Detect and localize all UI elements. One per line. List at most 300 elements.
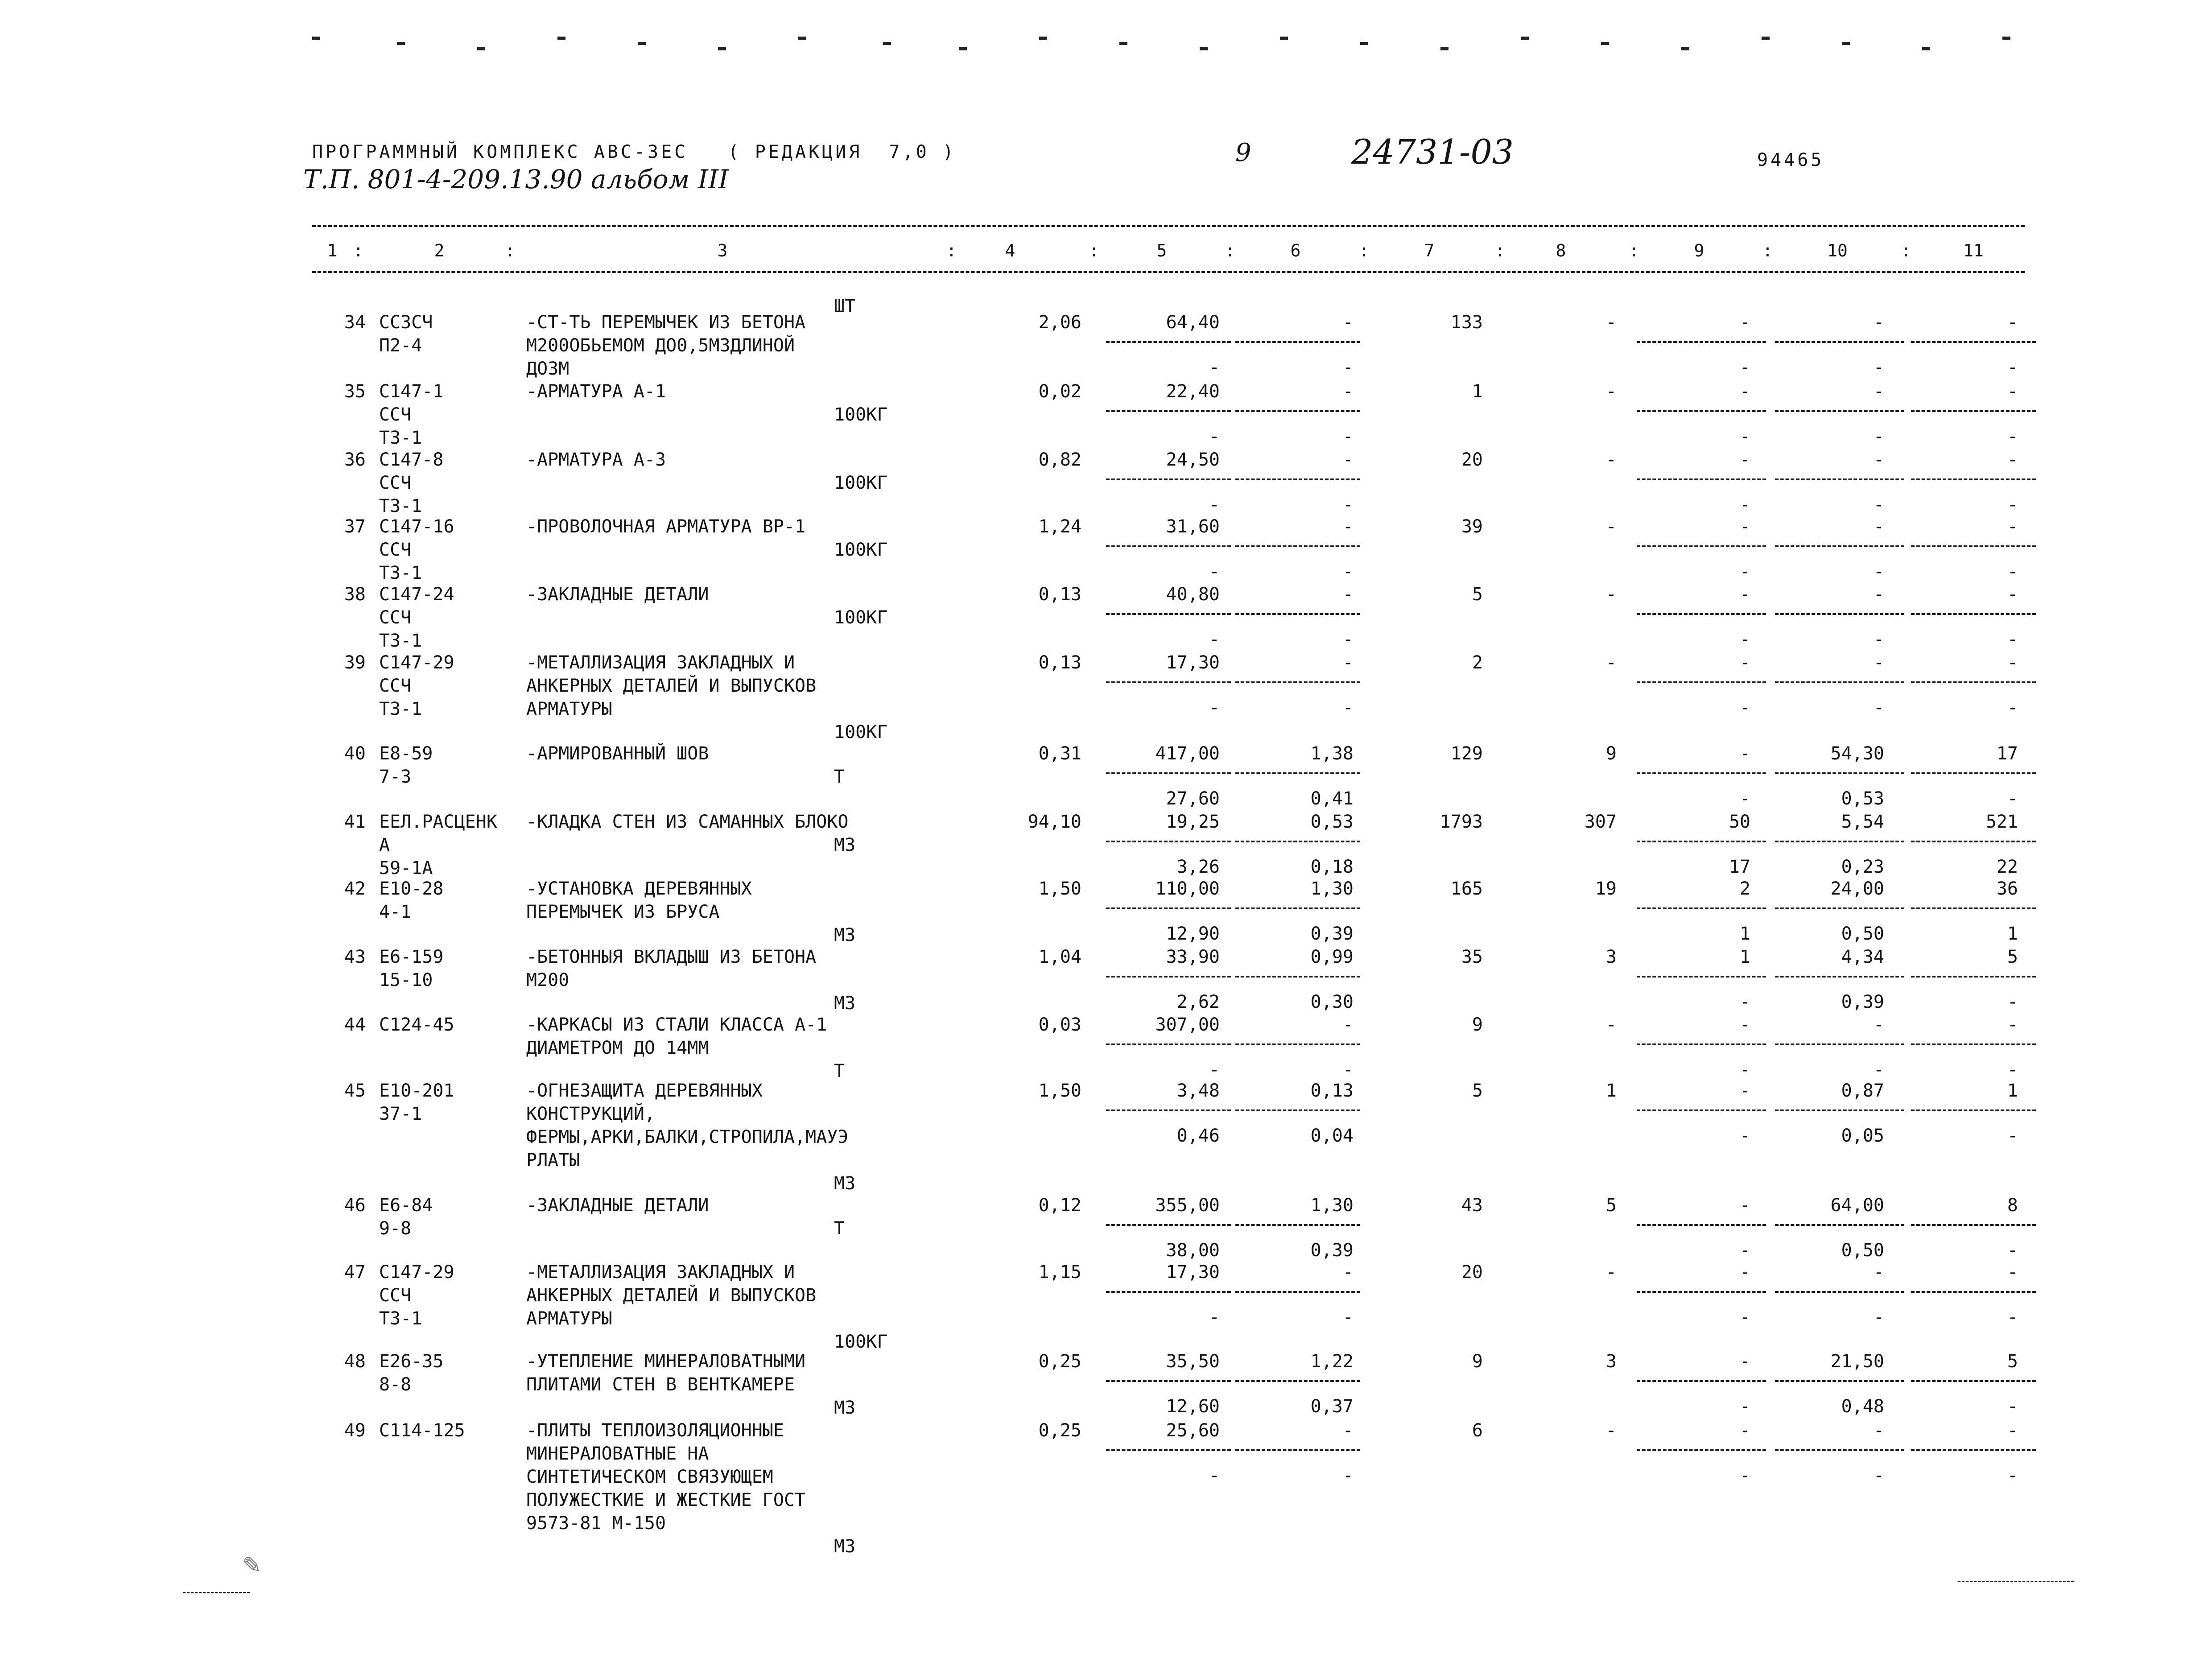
row-name-line: СИНТЕТИЧЕСКОМ СВЯЗУЮЩЕМ [526,1467,773,1487]
row-code-line: Е6-159 [379,947,444,967]
cell-c11: - [2007,788,2018,809]
cell-c10: 0,39 [1841,992,1884,1013]
cell-c7: 35 [1461,947,1483,967]
row-name-line: -КЛАДКА СТЕН ИЗ САМАННЫХ БЛОКО [526,812,849,832]
cell-c10: 0,23 [1841,857,1884,878]
cell-c9: - [1739,1420,1750,1441]
cell-c5: 22,40 [1166,381,1220,402]
cell-c7: 6 [1472,1420,1483,1441]
column-number: 4 [1005,241,1015,260]
fraction-rule [1637,341,1766,343]
row-name-line: -АРМИРОВАННЫЙ ШОВ [526,743,709,764]
speck-mark [1360,42,1368,45]
cell-c5: 19,25 [1166,812,1220,832]
cell-c8: - [1605,584,1617,605]
fraction-rule [1775,907,1904,909]
cell-c10: - [1873,1262,1884,1283]
fraction-rule [1775,681,1904,683]
row-name-line: АРМАТУРЫ [526,1308,612,1329]
cell-c8: - [1605,1420,1617,1441]
stray-line [183,1592,250,1593]
column-separator: : [1359,241,1369,260]
row-code-line: Е10-28 [379,878,444,899]
cell-c9: - [1739,788,1750,809]
stray-line-right [1958,1581,2074,1582]
speck-mark [798,37,806,40]
fraction-rule [1637,1291,1766,1293]
fraction-rule [1637,478,1766,480]
table-header-rule [312,271,2025,273]
fraction-rule [1911,681,2036,683]
cell-c9: 17 [1729,857,1750,878]
cell-c11: - [2007,1396,2018,1417]
fraction-rule [1775,772,1904,774]
cell-c9: - [1739,516,1750,537]
fraction-rule [1775,1224,1904,1226]
row-name-line: ПОЛУЖЕСТКИЕ И ЖЕСТКИЕ ГОСТ [526,1490,806,1510]
cell-c11: - [2007,1240,2018,1261]
cell-c9: - [1739,1015,1750,1035]
speck-mark [1119,42,1127,45]
cell-c9: - [1739,561,1750,582]
cell-c5: 0,46 [1176,1126,1220,1147]
cell-c8: - [1605,1262,1617,1283]
cell-c10: - [1873,450,1884,470]
fraction-rule [1106,1109,1231,1111]
cell-c9: - [1739,381,1750,402]
row-name-line: -МЕТАЛЛИЗАЦИЯ ЗАКЛАДНЫХ И [526,1262,795,1283]
cell-c8: - [1605,312,1617,333]
fraction-rule [1235,545,1360,547]
cell-c11: 36 [1996,878,2018,899]
cell-c10: 64,00 [1830,1195,1884,1216]
fraction-rule [1637,1224,1766,1226]
row-code-line: Т3-1 [379,428,422,448]
fraction-rule [1911,410,2036,412]
row-unit: 100КГ [834,1332,888,1352]
cell-c10: - [1873,1465,1884,1486]
column-separator: : [353,241,363,260]
cell-c11: - [2007,652,2018,673]
row-name-line: -УТЕПЛЕНИЕ МИНЕРАЛОВАТНЫМИ [526,1351,806,1372]
row-name-line: -СТ-ТЬ ПЕРЕМЫЧЕК ИЗ БЕТОНА [526,312,806,333]
row-code-line: 9-8 [379,1218,412,1239]
cell-c10: - [1873,1015,1884,1035]
cell-c10: 5,54 [1841,812,1884,832]
column-separator: : [1762,241,1773,260]
fraction-rule [1235,410,1360,412]
speck-mark [1922,47,1930,50]
cell-c4: 0,31 [1038,743,1081,764]
fraction-rule [1911,976,2036,977]
speck-mark [1039,37,1047,40]
program-title: ПРОГРАММНЫЙ КОМПЛЕКС АВС-ЗЕС ( РЕДАКЦИЯ 7,0 ) [312,142,956,162]
row-code-line: ССЧ [379,473,412,493]
cell-c11: 1 [2007,924,2018,944]
cell-c7: 9 [1472,1015,1483,1035]
row-number: 48 [344,1351,366,1372]
cell-c5: 110,00 [1155,878,1220,899]
row-unit: Т [834,1218,845,1239]
cell-c7: 1 [1472,381,1483,402]
cell-c6: - [1342,561,1354,582]
cell-c4: 0,25 [1038,1420,1081,1441]
cell-c6: 1,30 [1310,878,1354,899]
row-code-line: ССЧ [379,404,412,425]
row-unit: М3 [834,925,856,945]
fraction-rule [1106,1224,1231,1226]
fraction-rule [1911,613,2036,615]
cell-c10: - [1873,381,1884,402]
row-name-line: -МЕТАЛЛИЗАЦИЯ ЗАКЛАДНЫХ И [526,652,795,673]
fraction-rule [1235,772,1360,774]
cell-c11: - [2007,1307,2018,1328]
fraction-rule [1235,1449,1360,1451]
fraction-rule [1235,1043,1360,1045]
fraction-rule [1637,545,1766,547]
cell-c10: - [1873,312,1884,333]
cell-c4: 0,82 [1038,450,1081,470]
fraction-rule [1235,1380,1360,1382]
fraction-rule [1235,1291,1360,1293]
row-name-line: -ЗАКЛАДНЫЕ ДЕТАЛИ [526,584,709,605]
cell-c4: 1,50 [1038,1081,1081,1101]
cell-c10: 0,05 [1841,1126,1884,1147]
cell-c10: 4,34 [1841,947,1884,967]
cell-c10: - [1873,1420,1884,1441]
column-number: 9 [1694,241,1704,260]
cell-c11: - [2007,1465,2018,1486]
fraction-rule [1106,681,1231,683]
row-code-line: ССЧ [379,607,412,628]
column-number: 7 [1424,241,1435,260]
row-code-line: Т3-1 [379,563,422,583]
cell-c10: 0,87 [1841,1081,1884,1101]
cell-c10: 54,30 [1830,743,1884,764]
cell-c6: 1,38 [1310,743,1354,764]
cell-c6: 0,39 [1310,924,1354,944]
fraction-rule [1235,613,1360,615]
cell-c10: - [1873,584,1884,605]
row-name-line: -КАРКАСЫ ИЗ СТАЛИ КЛАССА А-1 [526,1015,827,1035]
cell-c7: 43 [1461,1195,1483,1216]
row-unit: Т [834,767,845,787]
fraction-rule [1235,681,1360,683]
cell-c6: 0,30 [1310,992,1354,1013]
cell-c7: 5 [1472,584,1483,605]
fraction-rule [1911,1043,2036,1045]
cell-c9: - [1739,697,1750,718]
cell-c5: - [1209,1307,1220,1328]
cell-c9: - [1739,584,1750,605]
fraction-rule [1775,1109,1904,1111]
fraction-rule [1106,1380,1231,1382]
row-name-line: АНКЕРНЫХ ДЕТАЛЕЙ И ВЫПУСКОВ [526,1285,817,1306]
speck-mark [959,47,967,50]
cell-c6: 0,39 [1310,1240,1354,1261]
cell-c10: 0,53 [1841,788,1884,809]
row-number: 39 [344,652,366,673]
speck-mark [397,42,405,45]
cell-c9: - [1739,1262,1750,1283]
cell-c11: - [2007,1060,2018,1081]
row-number: 42 [344,878,366,899]
cell-c5: 12,90 [1166,924,1220,944]
cell-c11: 1 [2007,1081,2018,1101]
fraction-rule [1775,1380,1904,1382]
fraction-rule [1911,478,2036,480]
row-code-line: Е26-35 [379,1351,444,1372]
cell-c9: - [1739,1465,1750,1486]
cell-c6: - [1342,1262,1354,1283]
cell-c6: 0,99 [1310,947,1354,967]
cell-c11: - [2007,381,2018,402]
row-number: 46 [344,1195,366,1216]
cell-c11: - [2007,629,2018,650]
cell-c11: - [2007,584,2018,605]
cell-c5: 25,60 [1166,1420,1220,1441]
row-unit: М3 [834,1173,856,1194]
cell-c9: - [1739,1195,1750,1216]
cell-c5: 40,80 [1166,584,1220,605]
row-code-line: С147-24 [379,584,454,605]
cell-c11: 17 [1996,743,2018,764]
column-number: 5 [1156,241,1167,260]
cell-c11: - [2007,426,2018,447]
fraction-rule [1106,478,1231,480]
cell-c11: - [2007,1262,2018,1283]
cell-c6: 0,04 [1310,1126,1354,1147]
cell-c4: 1,15 [1038,1262,1081,1283]
fraction-rule [1911,1109,2036,1111]
cell-c10: - [1873,516,1884,537]
cell-c11: - [2007,495,2018,516]
column-separator: : [1495,241,1505,260]
row-name-line: М200 [526,970,570,990]
cell-c6: 0,41 [1310,788,1354,809]
row-name-line: ДИАМЕТРОМ ДО 14ММ [526,1038,709,1058]
cell-c7: 5 [1472,1081,1483,1101]
fraction-rule [1235,841,1360,842]
cell-c6: - [1342,1060,1354,1081]
row-code-line: С147-29 [379,652,454,673]
cell-c9: - [1739,1240,1750,1261]
cell-c9: - [1739,1126,1750,1147]
fraction-rule [1637,613,1766,615]
cell-c8: 1 [1605,1081,1617,1101]
speck-mark [1521,37,1529,40]
row-code-line: Е8-59 [379,743,433,764]
cell-c10: - [1873,697,1884,718]
cell-c8: - [1605,450,1617,470]
cell-c9: 1 [1739,924,1750,944]
cell-c6: 0,13 [1310,1081,1354,1101]
cell-c8: 3 [1605,1351,1617,1372]
handwritten-reference: Т.П. 801-4-209.13.90 альбом III [303,164,729,194]
cell-c9: 2 [1739,878,1750,899]
row-code-line: Т3-1 [379,631,422,651]
fraction-rule [1106,976,1231,977]
cell-c7: 9 [1472,1351,1483,1372]
column-number: 2 [434,241,445,260]
speck-mark [1681,47,1689,50]
cell-c8: 19 [1595,878,1617,899]
cell-c5: 64,40 [1166,312,1220,333]
cell-c5: 2,62 [1176,992,1220,1013]
fraction-rule [1911,841,2036,842]
cell-c10: - [1873,629,1884,650]
row-name-line: -УСТАНОВКА ДЕРЕВЯННЫХ [526,878,752,899]
fraction-rule [1637,772,1766,774]
cell-c4: 0,12 [1038,1195,1081,1216]
row-name-line: МИНЕРАЛОВАТНЫЕ НА [526,1444,709,1464]
page-number: 9 [1235,138,1251,167]
cell-c10: - [1873,1060,1884,1081]
row-unit: М3 [834,993,856,1014]
fraction-rule [1235,1109,1360,1111]
fraction-rule [1235,1224,1360,1226]
fraction-rule [1637,410,1766,412]
row-code-line: 7-3 [379,767,412,787]
column-separator: : [1225,241,1235,260]
cell-c11: 521 [1985,812,2018,832]
cell-c10: - [1873,495,1884,516]
fraction-rule [1911,1380,2036,1382]
column-number: 3 [717,241,728,260]
cell-c11: - [2007,516,2018,537]
fraction-rule [1637,1043,1766,1045]
cell-c8: 5 [1605,1195,1617,1216]
cell-c7: 20 [1461,1262,1483,1283]
speck-mark [557,37,565,40]
cell-c10: 21,50 [1830,1351,1884,1372]
cell-c11: - [2007,1420,2018,1441]
row-code-line: Т3-1 [379,496,422,516]
cell-c5: 31,60 [1166,516,1220,537]
fraction-rule [1106,341,1231,343]
fraction-rule [1106,613,1231,615]
cell-c5: 12,60 [1166,1396,1220,1417]
row-code-line: С147-8 [379,450,444,470]
column-number: 10 [1827,241,1848,260]
cell-c6: - [1342,652,1354,673]
speck-mark [1842,42,1850,45]
fraction-rule [1637,681,1766,683]
row-number: 35 [344,381,366,402]
row-name-line: ФЕРМЫ,АРКИ,БАЛКИ,СТРОПИЛА,МАУЭ [526,1127,849,1147]
row-code-line: Т3-1 [379,699,422,719]
row-name-line: -ЗАКЛАДНЫЕ ДЕТАЛИ [526,1195,709,1216]
cell-c10: - [1873,426,1884,447]
fraction-rule [1235,478,1360,480]
cell-c9: - [1739,495,1750,516]
row-number: 49 [344,1420,366,1441]
row-code-line: С124-45 [379,1015,454,1035]
column-separator: : [1629,241,1639,260]
cell-c8: - [1605,516,1617,537]
cell-c8: - [1605,381,1617,402]
cell-c6: 0,53 [1310,812,1354,832]
cell-c6: - [1342,1420,1354,1441]
cell-c9: 50 [1729,812,1750,832]
speck-mark [312,37,320,40]
cell-c7: 2 [1472,652,1483,673]
cell-c6: - [1342,1015,1354,1035]
cell-c8: 3 [1605,947,1617,967]
cell-c6: - [1342,629,1354,650]
row-code-line: ССЧ [379,540,412,560]
row-number: 45 [344,1081,366,1101]
row-name-line: -АРМАТУРА А-1 [526,381,666,402]
cell-c8: 9 [1605,743,1617,764]
speck-mark [477,47,485,50]
cell-c9: 1 [1739,947,1750,967]
fraction-rule [1775,410,1904,412]
fraction-rule [1775,976,1904,977]
cell-c7: 129 [1450,743,1483,764]
fraction-rule [1235,907,1360,909]
fraction-rule [1911,907,2036,909]
cell-c9: - [1739,357,1750,378]
cell-c11: 5 [2007,947,2018,967]
cell-c5: 355,00 [1155,1195,1220,1216]
cell-c11: - [2007,357,2018,378]
cell-c10: 0,50 [1841,1240,1884,1261]
row-code-line: С147-16 [379,516,454,537]
cell-c9: - [1739,1060,1750,1081]
cell-c11: - [2007,697,2018,718]
cell-c6: - [1342,450,1354,470]
cell-c4: 1,04 [1038,947,1081,967]
column-number: 8 [1556,241,1566,260]
column-separator: : [946,241,957,260]
cell-c6: 1,22 [1310,1351,1354,1372]
fraction-rule [1911,1449,2036,1451]
cell-c5: - [1209,561,1220,582]
row-unit: 100КГ [834,404,888,425]
fraction-rule [1775,1449,1904,1451]
column-number: 1 [327,241,338,260]
cell-c4: 1,24 [1038,516,1081,537]
cell-c6: - [1342,381,1354,402]
row-name-line: -БЕТОННЫЯ ВКЛАДЫШ ИЗ БЕТОНА [526,947,817,967]
fraction-rule [1637,907,1766,909]
cell-c6: - [1342,495,1354,516]
cell-c5: 17,30 [1166,1262,1220,1283]
cell-c4: 0,25 [1038,1351,1081,1372]
row-number: 34 [344,312,366,333]
row-number: 40 [344,743,366,764]
cell-c10: - [1873,561,1884,582]
cell-c9: - [1739,992,1750,1013]
fraction-rule [1775,841,1904,842]
row-name-line: РЛАТЫ [526,1150,580,1171]
fraction-rule [1106,907,1231,909]
fraction-rule [1637,1380,1766,1382]
cell-c7: 133 [1450,312,1483,333]
row-code-line: С114-125 [379,1420,465,1441]
stray-mark: ✎ [243,1547,260,1580]
cell-c5: - [1209,629,1220,650]
cell-c11: - [2007,561,2018,582]
fraction-rule [1911,545,2036,547]
speck-mark [718,47,726,50]
fraction-rule [1775,1291,1904,1293]
cell-c5: - [1209,697,1220,718]
fraction-rule [1775,1043,1904,1045]
fraction-rule [1911,1291,2036,1293]
cell-c6: - [1342,516,1354,537]
